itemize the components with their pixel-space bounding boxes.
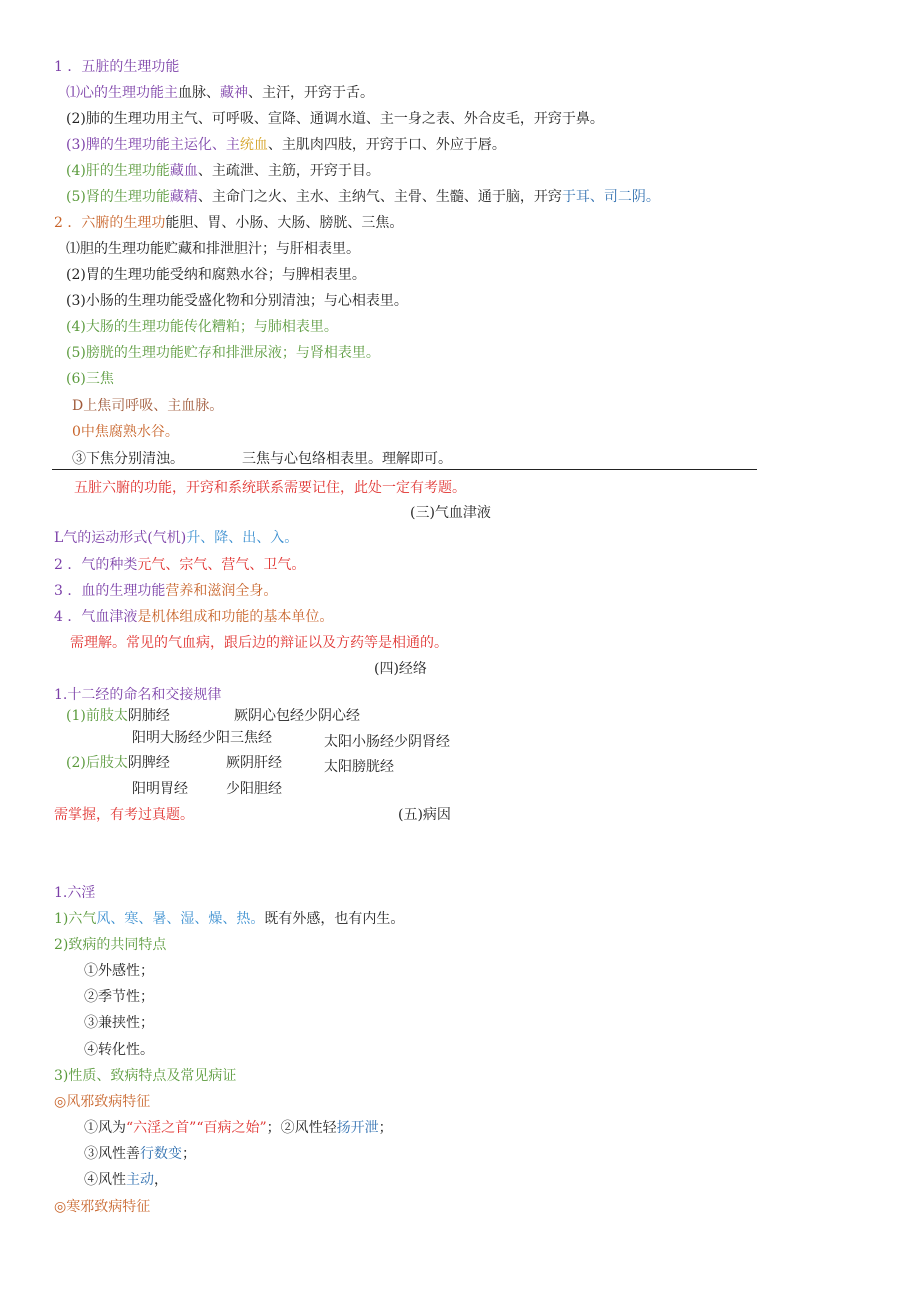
wind-feature-2 bbox=[84, 1144, 196, 1164]
wind1-quote: “六淫之首”“百病之始” bbox=[126, 1120, 267, 1136]
qi-movement bbox=[54, 528, 298, 548]
s4-heading: (四)经络 bbox=[374, 661, 427, 677]
spleen-blood: 统血 bbox=[239, 137, 268, 153]
qi-types bbox=[54, 555, 305, 575]
qi-types-lead: 2 ．气的种类 bbox=[54, 557, 138, 573]
six-qi-list: 风、寒、暑、湿、燥、热。 bbox=[96, 911, 265, 927]
spleen-lead: (3)脾的生理功能主运化、主 bbox=[66, 137, 240, 153]
cold-title: ◎寒邪致病特征 bbox=[54, 1199, 151, 1215]
wind-feature-3 bbox=[84, 1170, 168, 1190]
jueyin-xinbao: 厥阴心包经少阴心经 bbox=[234, 708, 360, 724]
kidney-lead: (5)肾的生理功能 bbox=[66, 189, 170, 205]
six-qi bbox=[54, 909, 404, 929]
feature-exogenous: ①外感性； bbox=[84, 963, 154, 979]
kidney-function bbox=[66, 187, 660, 207]
feature-seasonal: ②季节性； bbox=[84, 989, 154, 1005]
nature-title: 3)性质、致病特点及常见病证 bbox=[54, 1068, 237, 1084]
s2-title-lead: 2 ．六腑的生理功 bbox=[54, 215, 166, 231]
wind2-lead: ③风性善 bbox=[84, 1146, 140, 1162]
gallbladder-function: ⑴胆的生理功能贮藏和排泄胆汁；与肝相表里。 bbox=[66, 241, 360, 257]
spleen-rest: 、主肌肉四肢，开窍于口、外应于唇。 bbox=[267, 137, 506, 153]
wind1-mid: ；②风性轻 bbox=[266, 1120, 337, 1136]
qi-blood-fluid-value: 是机体组成和功能的基本单位。 bbox=[137, 609, 334, 625]
kidney-end: 于耳、司二阴。 bbox=[561, 189, 660, 205]
sanjiao-note: 三焦与心包络相表里。理解即可。 bbox=[242, 451, 452, 467]
blood-function bbox=[54, 581, 277, 601]
heart-function bbox=[66, 83, 374, 103]
heart-lead: ⑴心的生理功能主 bbox=[66, 85, 178, 101]
upper-jiao: D上焦司呼吸、主血脉。 bbox=[72, 398, 224, 414]
s4-remark: 需掌握，有考过真题。 bbox=[54, 807, 194, 823]
heart-rest: 、主汗，开窍于舌。 bbox=[248, 85, 374, 101]
heart-blood: 血脉、 bbox=[178, 85, 220, 101]
wind3-lead: ④风性 bbox=[84, 1172, 126, 1188]
yangming-dachang: 阳明大肠经少阳三焦经 bbox=[132, 730, 272, 746]
lower-limb-lead: (2)后肢太 bbox=[66, 755, 128, 771]
s3-remark: 需理解。常见的气血病，跟后边的辩证以及方药等是相通的。 bbox=[70, 635, 448, 651]
spleen-meridian: 阴脾经 bbox=[127, 755, 170, 771]
common-features-title: 2)致病的共同特点 bbox=[54, 937, 167, 953]
liver-rest: 、主疏泄、主筋，开窍于目。 bbox=[197, 163, 380, 179]
wind3-end: ， bbox=[154, 1172, 168, 1188]
wind-feature-1 bbox=[84, 1118, 393, 1138]
s2-remark: 五脏六腑的功能，开窍和系统联系需要记住，此处一定有考题。 bbox=[74, 480, 466, 496]
s2-title-rest: 能胆、胃、小肠、大肠、膀胱、三焦。 bbox=[165, 215, 404, 231]
lung-function: (2)肺的生理功用主气、可呼吸、宣降、通调水道、主一身之表、外合皮毛，开窍于鼻。 bbox=[66, 111, 604, 127]
six-excesses-title: 1.六淫 bbox=[54, 885, 96, 901]
wind1-end: ； bbox=[378, 1120, 393, 1136]
qi-types-value: 元气、宗气、营气、卫气。 bbox=[137, 557, 306, 573]
stomach-function: (2)胃的生理功能受纳和腐熟水谷；与脾相表里。 bbox=[66, 267, 366, 283]
wind-title: ◎风邪致病特征 bbox=[54, 1094, 151, 1110]
divider bbox=[52, 469, 757, 470]
meridian-title: 1.十二经的命名和交接规律 bbox=[54, 687, 222, 703]
taiyang-pangguang: 太阳膀胱经 bbox=[324, 759, 394, 775]
qi-movement-lead: L气的运动形式(气机) bbox=[54, 530, 187, 546]
wind3-term: 主动 bbox=[126, 1172, 154, 1188]
s2-title bbox=[54, 213, 403, 233]
lung-meridian: 阴肺经 bbox=[127, 708, 170, 724]
kidney-mid: 、主命门之火、主水、主纳气、主骨、生髓、通于脑，开窍 bbox=[197, 189, 562, 205]
taiyang-xiaochang: 太阳小肠经少阴肾经 bbox=[324, 734, 450, 750]
six-qi-note: 既有外感，也有内生。 bbox=[264, 911, 405, 927]
wind2-end: ； bbox=[182, 1146, 196, 1162]
s1-title: 1 ．五脏的生理功能 bbox=[54, 59, 180, 75]
liver-lead: (4)肝的生理功能 bbox=[66, 163, 170, 179]
s3-heading: (三)气血津液 bbox=[410, 505, 491, 521]
feature-combined: ③兼挟性； bbox=[84, 1015, 154, 1031]
sanjiao-title: (6)三焦 bbox=[66, 371, 114, 387]
bladder-function: (5)膀胱的生理功能贮存和排泄尿液；与肾相表里。 bbox=[66, 345, 380, 361]
blood-function-value: 营养和滋润全身。 bbox=[165, 583, 278, 599]
qi-blood-fluid bbox=[54, 607, 333, 627]
s5-heading: (五)病因 bbox=[398, 807, 451, 823]
lower-limb-taiyin bbox=[66, 753, 170, 773]
liver-function bbox=[66, 161, 380, 181]
qi-blood-fluid-lead: 4 ．气血津液 bbox=[54, 609, 138, 625]
jueyin-gan: 厥阴肝经 bbox=[226, 755, 282, 771]
upper-limb-taiyin bbox=[66, 706, 170, 726]
wind1-lead: ①风为 bbox=[84, 1120, 126, 1136]
feature-transform: ④转化性。 bbox=[84, 1042, 154, 1058]
lower-jiao: ③下焦分别清浊。 bbox=[72, 451, 184, 467]
large-intestine-function: (4)大肠的生理功能传化糟粕；与肺相表里。 bbox=[66, 319, 338, 335]
kidney-essence: 藏精 bbox=[169, 189, 198, 205]
six-qi-lead: 1)六气 bbox=[54, 911, 97, 927]
wind1-term: 扬开泄 bbox=[336, 1120, 379, 1136]
upper-limb-lead: (1)前肢太 bbox=[66, 708, 128, 724]
shaoyang-dan: 少阳胆经 bbox=[226, 781, 282, 797]
liver-blood: 藏血 bbox=[169, 163, 198, 179]
small-intestine-function: (3)小肠的生理功能受盛化物和分别清浊；与心相表里。 bbox=[66, 293, 408, 309]
middle-jiao: 0中焦腐熟水谷。 bbox=[72, 424, 179, 440]
yangming-wei: 阳明胃经 bbox=[132, 781, 188, 797]
qi-movement-value: 升、降、出、入。 bbox=[186, 530, 299, 546]
heart-spirit: 藏神 bbox=[220, 85, 248, 101]
blood-function-lead: 3 ．血的生理功能 bbox=[54, 583, 166, 599]
spleen-function bbox=[66, 135, 506, 155]
wind2-term: 行数变 bbox=[140, 1146, 182, 1162]
